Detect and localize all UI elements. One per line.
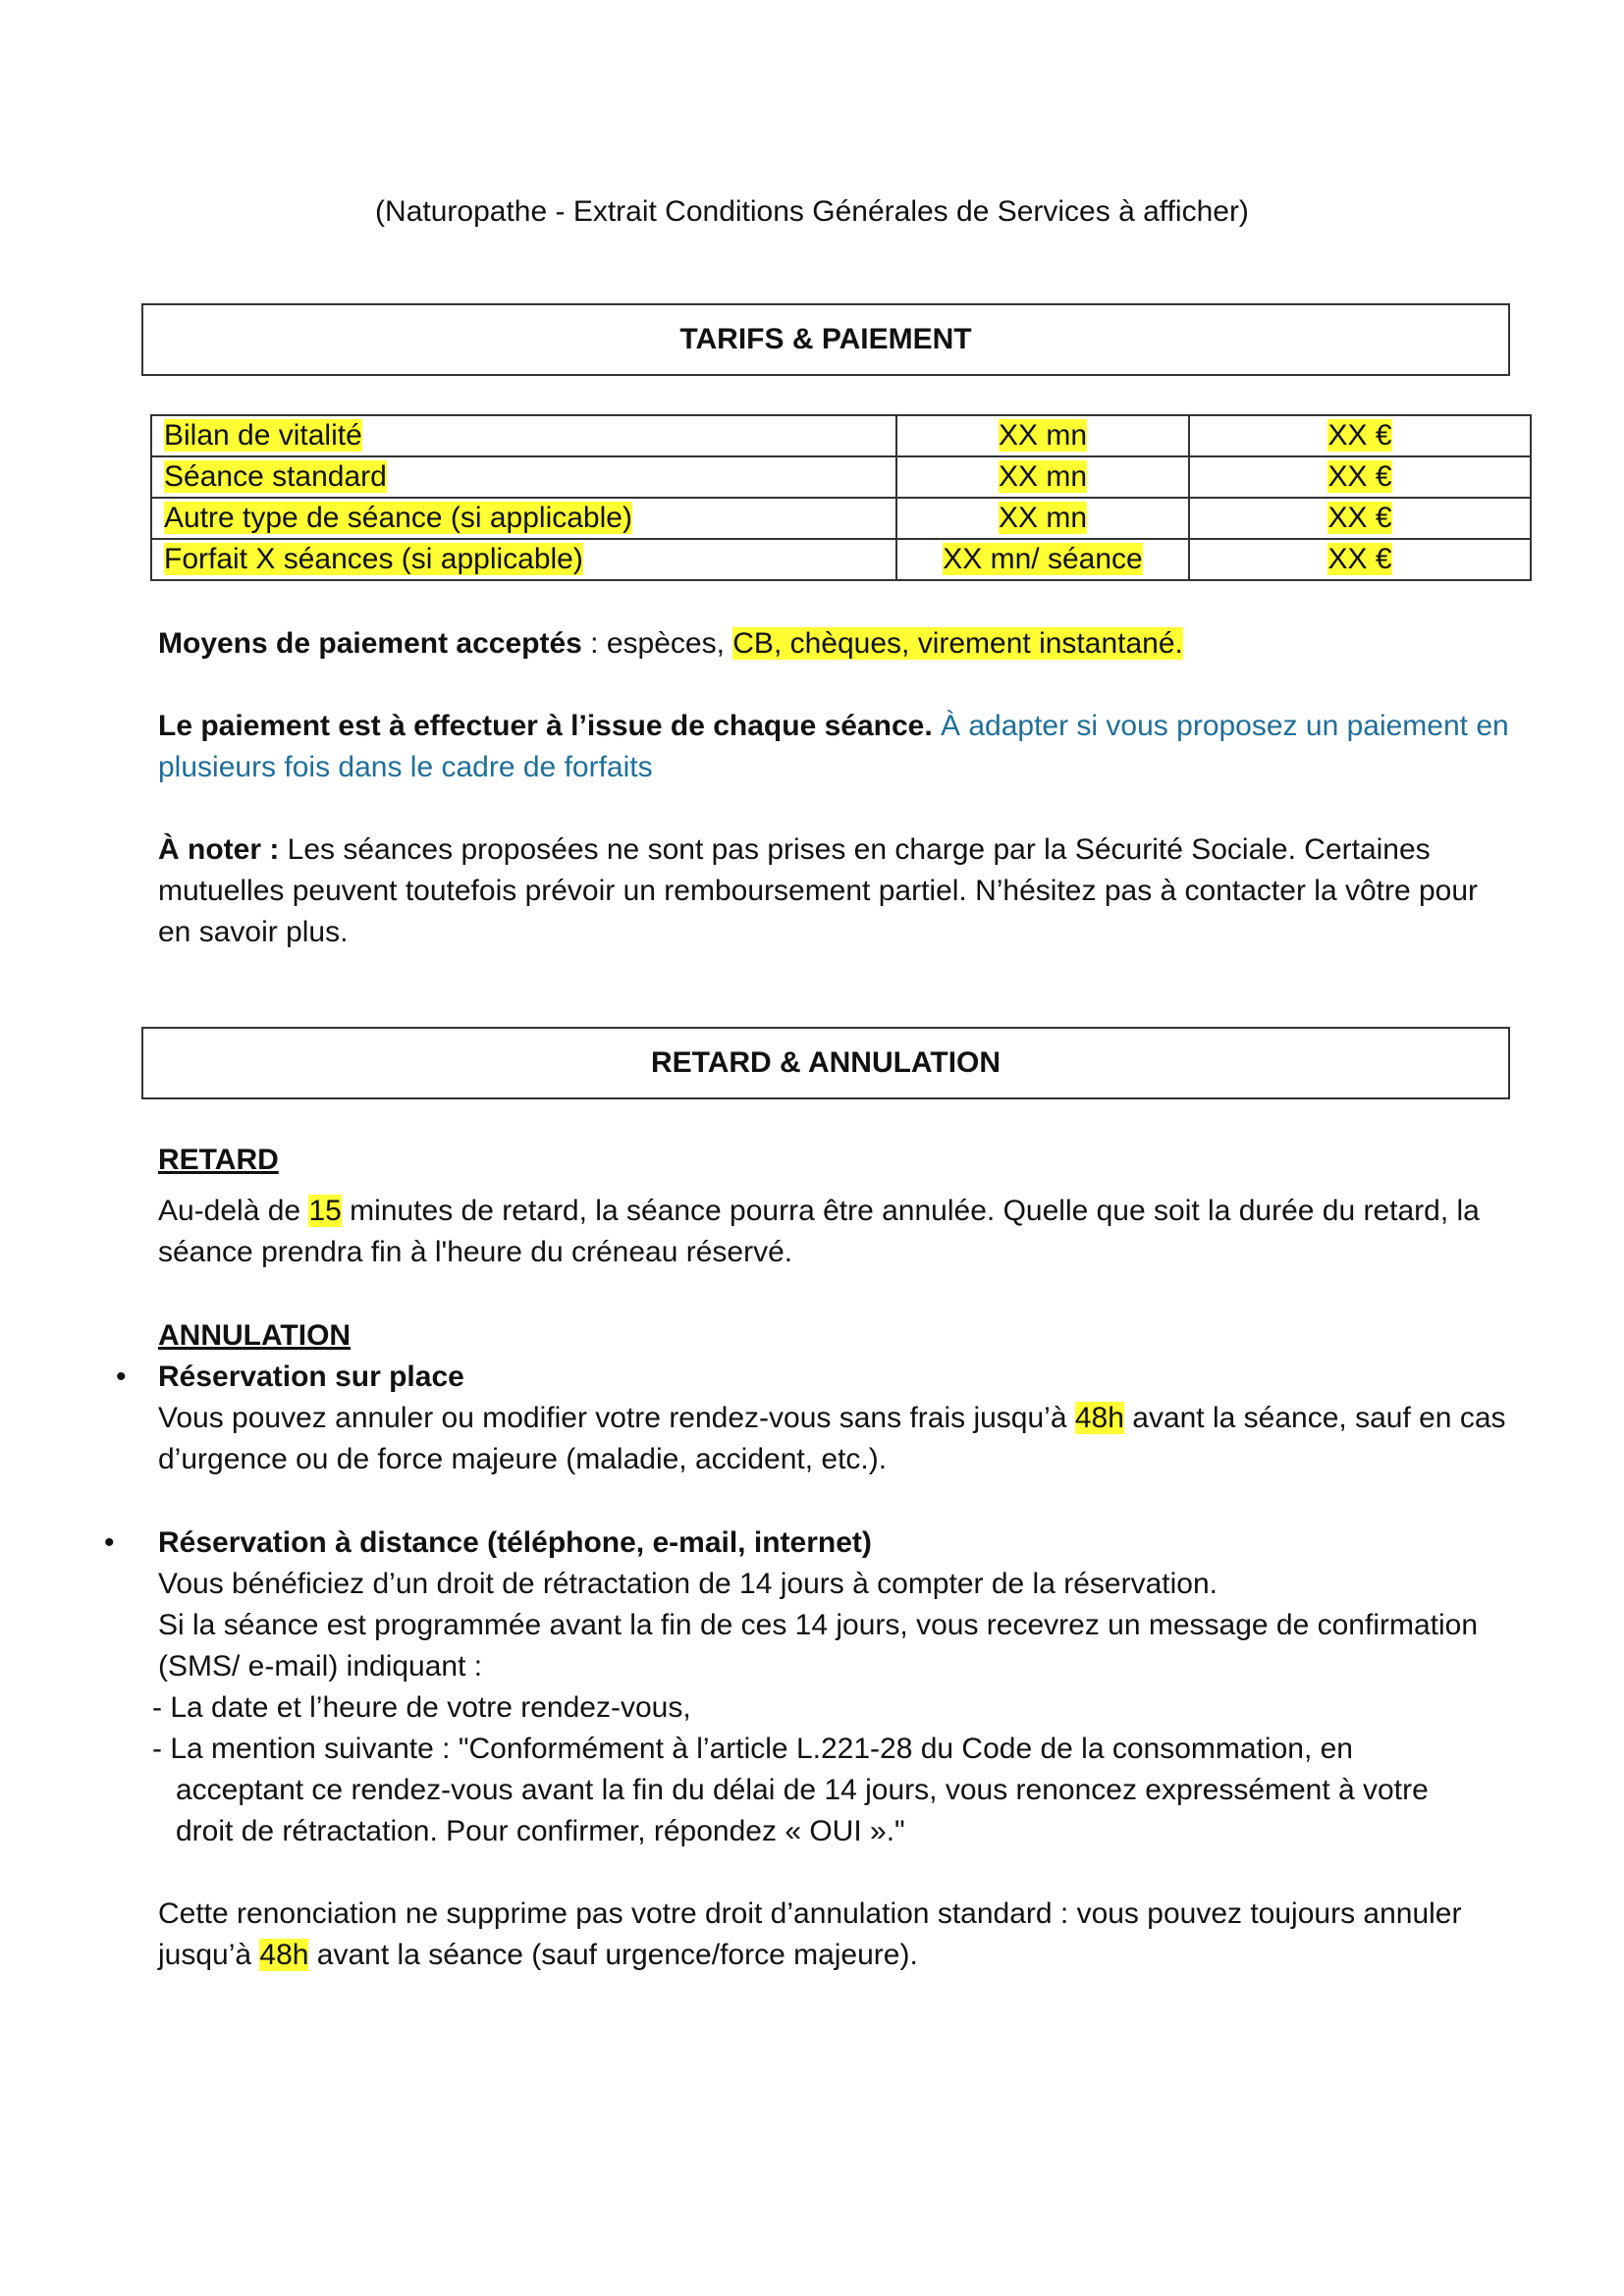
sur-place-paragraph xyxy=(158,1398,1513,1480)
payment-timing xyxy=(158,706,1513,788)
renonciation-pre: Cette renonciation ne supprime pas votre droit d’annulation standard : vous pouvez toujours annuler jusqu’à xyxy=(158,1897,1462,1971)
note-text: Les séances proposées ne sont pas prises en charge par la Sécurité Sociale. Certaines mutuelles peuvent toutefois prévoir un remboursement partiel. N’hésitez pas à contacter la vôtre pour en savoir plus. xyxy=(158,833,1479,948)
renonciation-post: avant la séance (sauf urgence/force majeure). xyxy=(308,1939,918,1971)
annulation-title: ANNULATION xyxy=(158,1319,352,1352)
bullet-icon: • xyxy=(104,1526,115,1559)
payment-methods-label: Moyens de paiement acceptés xyxy=(158,627,582,660)
sur-place-pre: Vous pouvez annuler ou modifier votre rendez-vous sans frais jusqu’à xyxy=(158,1402,1075,1434)
retard-minutes: 15 xyxy=(308,1195,342,1227)
tarif-price: XX € xyxy=(1327,543,1392,575)
tarif-name: Forfait X séances (si applicable) xyxy=(164,543,583,575)
payment-methods xyxy=(158,623,1513,665)
distance-line-2: Si la séance est programmée avant la fin de ces 14 jours, vous recevrez un message de confirmation (SMS/ e-mail) indiquant : xyxy=(158,1609,1479,1682)
sur-place-post: avant la séance, sauf en cas d’urgence ou de force majeure (maladie, accident, etc.). xyxy=(158,1402,1506,1475)
sur-place-title: Réservation sur place xyxy=(158,1361,464,1393)
renonciation-paragraph xyxy=(158,1894,1513,1976)
bullet-icon: • xyxy=(116,1361,127,1393)
tarif-duration: XX mn xyxy=(998,502,1088,534)
dash-item-mention: - La mention suivante : "Conformément à l’article L.221-28 du Code de la consommation, en acceptant ce rendez-vous avant la fin du délai de 14 jours, vous renoncez expressément à votre droit de rétractation. Pour confirmer, répondez « OUI »." xyxy=(152,1733,1429,1847)
retard-title: RETARD xyxy=(158,1144,279,1176)
payment-methods-sep: : espèces, xyxy=(581,627,733,660)
table-row xyxy=(151,456,1531,498)
tarifs-heading: TARIFS & PAIEMENT xyxy=(679,323,972,355)
tarif-duration: XX mn xyxy=(998,419,1088,452)
distance-line-1: Vous bénéficiez d’un droit de rétractation de 14 jours à compter de la réservation. xyxy=(158,1568,1218,1600)
table-row xyxy=(151,498,1531,539)
tarif-price: XX € xyxy=(1327,460,1392,493)
retard-post: minutes de retard, la séance pourra être annulée. Quelle que soit la durée du retard, la séance prendra fin à l'heure du créneau réservé. xyxy=(158,1195,1480,1268)
payment-timing-note: À adapter si vous proposez un paiement en plusieurs fois dans le cadre de forfaits xyxy=(158,710,1509,783)
payment-timing-bold: Le paiement est à effectuer à l’issue de chaque séance. xyxy=(158,710,933,742)
tarifs-heading-box xyxy=(141,303,1510,376)
tarifs-table xyxy=(150,414,1532,581)
sur-place-delay: 48h xyxy=(1074,1402,1124,1434)
retard-heading-box xyxy=(141,1027,1510,1099)
page-subtitle: (Naturopathe - Extrait Conditions Générales de Services à afficher) xyxy=(375,195,1249,228)
dash-item-date: - La date et l’heure de votre rendez-vous, xyxy=(152,1691,691,1724)
note-paragraph xyxy=(158,829,1513,953)
tarif-price: XX € xyxy=(1327,419,1392,452)
payment-methods-highlight: CB, chèques, virement instantané. xyxy=(732,627,1183,660)
renonciation-delay: 48h xyxy=(259,1939,309,1971)
tarif-name: Autre type de séance (si applicable) xyxy=(164,502,632,534)
tarif-name: Bilan de vitalité xyxy=(164,419,362,452)
retard-heading: RETARD & ANNULATION xyxy=(650,1046,1001,1079)
table-row xyxy=(151,539,1531,580)
tarif-price: XX € xyxy=(1327,502,1392,534)
table-row xyxy=(151,415,1531,456)
tarif-duration: XX mn/ séance xyxy=(943,543,1143,575)
tarif-duration: XX mn xyxy=(998,460,1088,493)
tarif-name: Séance standard xyxy=(164,460,387,493)
retard-pre: Au-delà de xyxy=(158,1195,309,1227)
distance-title: Réservation à distance (téléphone, e-mail, internet) xyxy=(158,1526,872,1559)
retard-paragraph xyxy=(158,1191,1513,1273)
note-label: À noter : xyxy=(158,833,280,866)
